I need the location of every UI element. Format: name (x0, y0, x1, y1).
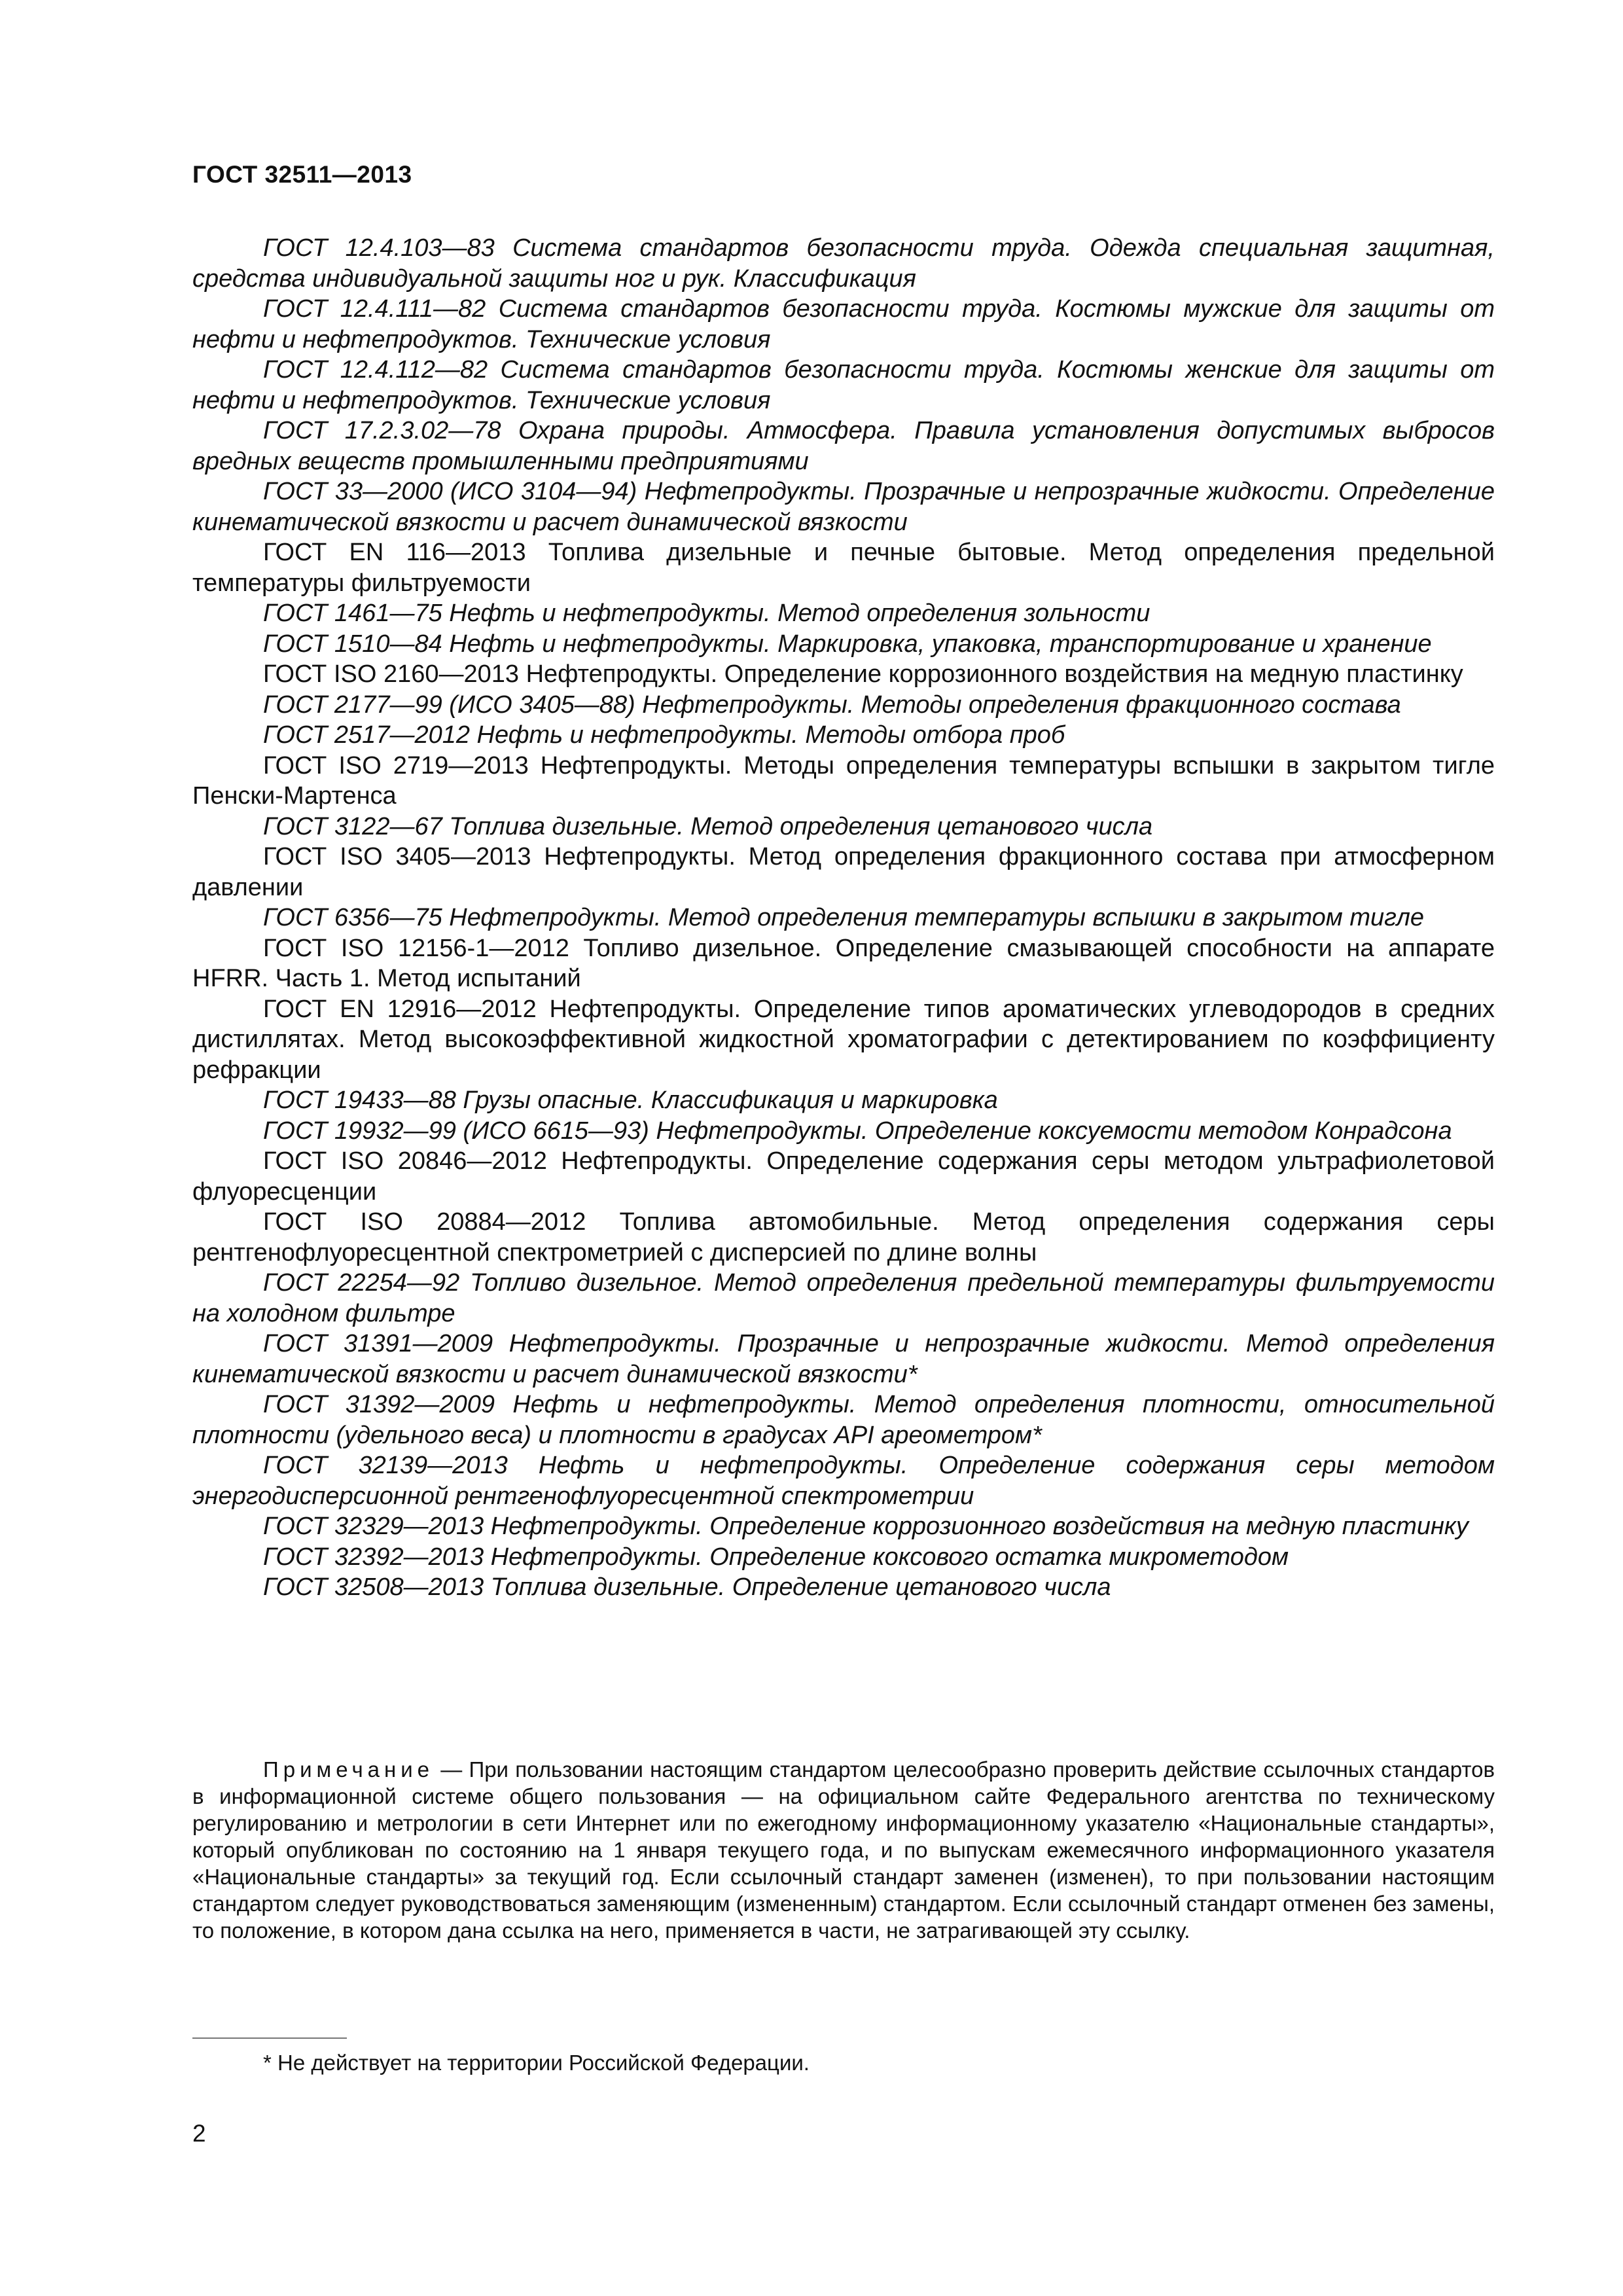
reference-item: ГОСТ 2177—99 (ИСО 3405—88) Нефтепродукты. Методы определения фракционного состава (263, 691, 1401, 719)
reference-item: ГОСТ 12.4.111—82 Система стандартов безопасности труда. Костюмы мужские для защиты от нефти и нефтепродуктов. Технические условия (192, 295, 1495, 353)
reference-item: ГОСТ 22254—92 Топливо дизельное. Метод определения предельной температуры фильтруемости на холодном фильтре (192, 1269, 1495, 1327)
reference-item: ГОСТ 19433—88 Грузы опасные. Классификация и маркировка (263, 1086, 998, 1114)
note-text: — При пользовании настоящим стандартом целесообразно проверить действие ссылочных стандартов в информационной системе общего пользования — на официальном сайте Федерального агентства по техническому регулированию и метрологии в сети Интернет или по ежегодному информационному указателю «Национальные стандарты», который опубликован по состоянию на 1 января текущего года, и по выпускам ежемесячного информационного указателя «Национальные стандарты» за текущий год. Если ссылочный стандарт заменен (изменен), то при пользовании настоящим стандартом следует руководствоваться заменяющим (измененным) стандартом. Если ссылочный стандарт отменен без замены, то положение, в котором дана ссылка на него, применяется в части, не затрагивающей эту ссылку. (192, 1757, 1495, 1943)
reference-item: ГОСТ 17.2.3.02—78 Охрана природы. Атмосфера. Правила установления допустимых выбросов вредных веществ промышленными предприятиями (192, 417, 1495, 475)
reference-item: ГОСТ ISO 12156-1—2012 Топливо дизельное. Определение смазывающей способности на аппарате HFRR. Часть 1. Метод испытаний (192, 934, 1495, 992)
note-label: Примечание (263, 1757, 435, 1782)
page-header-standard-number: ГОСТ 32511—2013 (192, 161, 412, 188)
reference-item: ГОСТ 31391—2009 Нефтепродукты. Прозрачные и непрозрачные жидкости. Метод определения кинематической вязкости и расчет динамической вязкости* (192, 1330, 1495, 1388)
reference-item: ГОСТ EN 116—2013 Топлива дизельные и печные бытовые. Метод определения предельной температуры фильтруемости (192, 539, 1495, 597)
footnote-separator (192, 2037, 347, 2039)
reference-item: ГОСТ 12.4.112—82 Система стандартов безопасности труда. Костюмы женские для защиты от нефти и нефтепродуктов. Технические условия (192, 356, 1495, 414)
reference-item: ГОСТ 1461—75 Нефть и нефтепродукты. Метод определения зольности (263, 600, 1150, 627)
reference-item: ГОСТ 6356—75 Нефтепродукты. Метод определения температуры вспышки в закрытом тигле (263, 904, 1425, 931)
reference-item: ГОСТ 32329—2013 Нефтепродукты. Определение коррозионного воздействия на медную пластинку (263, 1513, 1469, 1540)
reference-item: ГОСТ 19932—99 (ИСО 6615—93) Нефтепродукты. Определение коксуемости методом Конрадсона (263, 1117, 1452, 1145)
footnote: * Не действует на территории Российской Федерации. (263, 2051, 810, 2075)
reference-item: ГОСТ 32392—2013 Нефтепродукты. Определение коксового остатка микрометодом (263, 1543, 1289, 1571)
reference-item: ГОСТ 12.4.103—83 Система стандартов безопасности труда. Одежда специальная защитная, средства индивидуальной защиты ног и рук. Классификация (192, 234, 1495, 293)
reference-item: ГОСТ ISO 3405—2013 Нефтепродукты. Метод определения фракционного состава при атмосферном давлении (192, 843, 1495, 901)
reference-item: ГОСТ 32508—2013 Топлива дизельные. Определение цетанового числа (263, 1573, 1111, 1601)
page-number: 2 (192, 2120, 206, 2147)
note-paragraph (192, 1756, 1495, 1944)
reference-item: ГОСТ 31392—2009 Нефть и нефтепродукты. Метод определения плотности, относительной плотности (удельного веса) и плотности в градусах API ареометром* (192, 1391, 1495, 1449)
reference-item: ГОСТ 32139—2013 Нефть и нефтепродукты. Определение содержания серы методом энергодисперсионной рентгенофлуоресцентной спектрометрии (192, 1452, 1495, 1510)
reference-item: ГОСТ ISO 20884—2012 Топлива автомобильные. Метод определения содержания серы рентгенофлуоресцентной спектрометрией с дисперсией по длине волны (192, 1208, 1495, 1266)
reference-item: ГОСТ 2517—2012 Нефть и нефтепродукты. Методы отбора проб (263, 721, 1065, 749)
normative-references-list (192, 233, 1495, 1603)
reference-item: ГОСТ ISO 2160—2013 Нефтепродукты. Определение коррозионного воздействия на медную пластинку (263, 660, 1463, 688)
reference-item: ГОСТ EN 12916—2012 Нефтепродукты. Определение типов ароматических углеводородов в средних дистиллятах. Метод высокоэффективной жидкостной хроматографии с детектированием по коэффициенту рефракции (192, 995, 1495, 1084)
reference-item: ГОСТ ISO 20846—2012 Нефтепродукты. Определение содержания серы методом ультрафиолетовой флуоресценции (192, 1147, 1495, 1206)
reference-item: ГОСТ 1510—84 Нефть и нефтепродукты. Маркировка, упаковка, транспортирование и хранение (263, 630, 1432, 658)
reference-item: ГОСТ 33—2000 (ИСО 3104—94) Нефтепродукты. Прозрачные и непрозрачные жидкости. Определение кинематической вязкости и расчет динамической вязкости (192, 478, 1495, 536)
reference-item: ГОСТ 3122—67 Топлива дизельные. Метод определения цетанового числа (263, 812, 1153, 840)
reference-item: ГОСТ ISO 2719—2013 Нефтепродукты. Методы определения температуры вспышки в закрытом тигле Пенски-Мартенса (192, 751, 1495, 810)
